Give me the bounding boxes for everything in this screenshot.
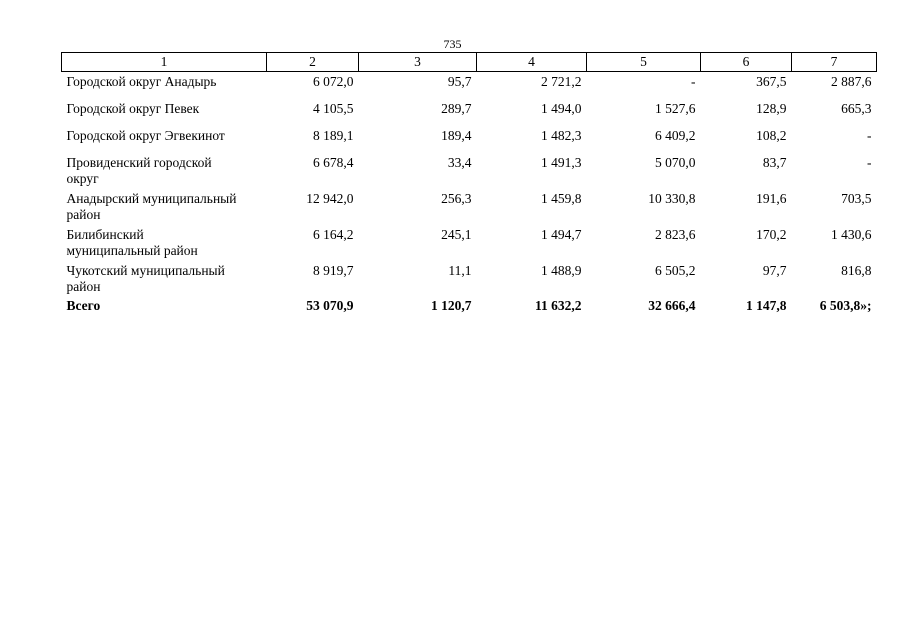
table-cell: 6 164,2	[313, 227, 354, 242]
table-row	[62, 99, 877, 126]
row-name: Городской округ Певек	[66, 101, 200, 116]
table-cell: 1 494,0	[541, 101, 582, 116]
row-name-line: Анадырский муниципальный	[66, 191, 237, 206]
table-row	[62, 126, 877, 153]
total-label: Всего	[66, 298, 101, 313]
row-name	[62, 189, 267, 225]
row-name-line: Провиденский городской	[66, 155, 212, 170]
table-cell: 33,4	[447, 155, 472, 170]
column-header: 3	[359, 53, 477, 72]
table-cell: 665,3	[841, 101, 872, 116]
column-header: 1	[62, 53, 267, 72]
table-cell: 2 887,6	[831, 74, 872, 89]
total-cell: 32 666,4	[648, 298, 696, 313]
table-row	[62, 72, 877, 100]
row-name: Городской округ Анадырь	[66, 74, 217, 89]
table-cell: 1 459,8	[541, 191, 582, 206]
table-cell: 8 189,1	[313, 128, 354, 143]
column-header: 2	[267, 53, 359, 72]
table-cell: 1 491,3	[541, 155, 582, 170]
column-header: 4	[477, 53, 587, 72]
row-name	[62, 225, 267, 261]
table-cell: 6 678,4	[313, 155, 354, 170]
table-cell: 97,7	[762, 263, 787, 278]
row-name-line: округ	[66, 171, 99, 186]
table-cell: 1 488,9	[541, 263, 582, 278]
table-row	[62, 153, 877, 189]
total-cell: 1 147,8	[746, 298, 787, 313]
table-cell: 5 070,0	[655, 155, 696, 170]
table-cell: 8 919,7	[313, 263, 354, 278]
table-cell: 1 430,6	[831, 227, 872, 242]
table-cell: 256,3	[441, 191, 472, 206]
table-cell: 1 494,7	[541, 227, 582, 242]
table-cell: 128,9	[756, 101, 787, 116]
table-cell: 108,2	[756, 128, 787, 143]
table-cell: 2 721,2	[541, 74, 582, 89]
table-cell: 170,2	[756, 227, 787, 242]
table-cell: -	[867, 155, 872, 170]
row-name-line: район	[66, 207, 101, 222]
table-cell: 6 505,2	[655, 263, 696, 278]
total-cell: 6 503,8»;	[819, 298, 872, 313]
table-cell: 1 527,6	[655, 101, 696, 116]
table-cell: -	[691, 74, 696, 89]
table-cell: 367,5	[756, 74, 787, 89]
table-cell: -	[867, 128, 872, 143]
table-cell: 189,4	[441, 128, 472, 143]
table-cell: 816,8	[841, 263, 872, 278]
column-header: 5	[587, 53, 701, 72]
table-cell: 703,5	[841, 191, 872, 206]
table-cell: 245,1	[441, 227, 472, 242]
table-cell: 4 105,5	[313, 101, 354, 116]
column-header: 7	[792, 53, 877, 72]
row-name	[62, 153, 267, 189]
table-cell: 83,7	[762, 155, 787, 170]
row-name-line: муниципальный район	[66, 243, 198, 258]
page-number: 735	[443, 37, 462, 51]
row-name	[62, 261, 267, 297]
table-cell: 12 942,0	[306, 191, 354, 206]
table-cell: 289,7	[441, 101, 472, 116]
table-row	[62, 225, 877, 261]
table-cell: 10 330,8	[648, 191, 696, 206]
table-cell: 2 823,6	[655, 227, 696, 242]
total-cell: 1 120,7	[431, 298, 472, 313]
table-cell: 11,1	[448, 263, 472, 278]
row-name: Городской округ Эгвекинот	[66, 128, 225, 143]
row-name-line: Чукотский муниципальный	[66, 263, 225, 278]
table-cell: 95,7	[447, 74, 472, 89]
data-table	[61, 52, 877, 314]
header-row	[62, 53, 877, 72]
row-name-line: Билибинский	[66, 227, 144, 242]
total-cell: 53 070,9	[306, 298, 354, 313]
table-cell: 6 409,2	[655, 128, 696, 143]
row-name-line: район	[66, 279, 101, 294]
table-cell: 191,6	[756, 191, 787, 206]
table-cell: 1 482,3	[541, 128, 582, 143]
table-row	[62, 261, 877, 297]
table-cell: 6 072,0	[313, 74, 354, 89]
table-row	[62, 189, 877, 225]
column-header: 6	[701, 53, 792, 72]
total-row	[62, 297, 877, 314]
total-cell: 11 632,2	[534, 298, 582, 313]
